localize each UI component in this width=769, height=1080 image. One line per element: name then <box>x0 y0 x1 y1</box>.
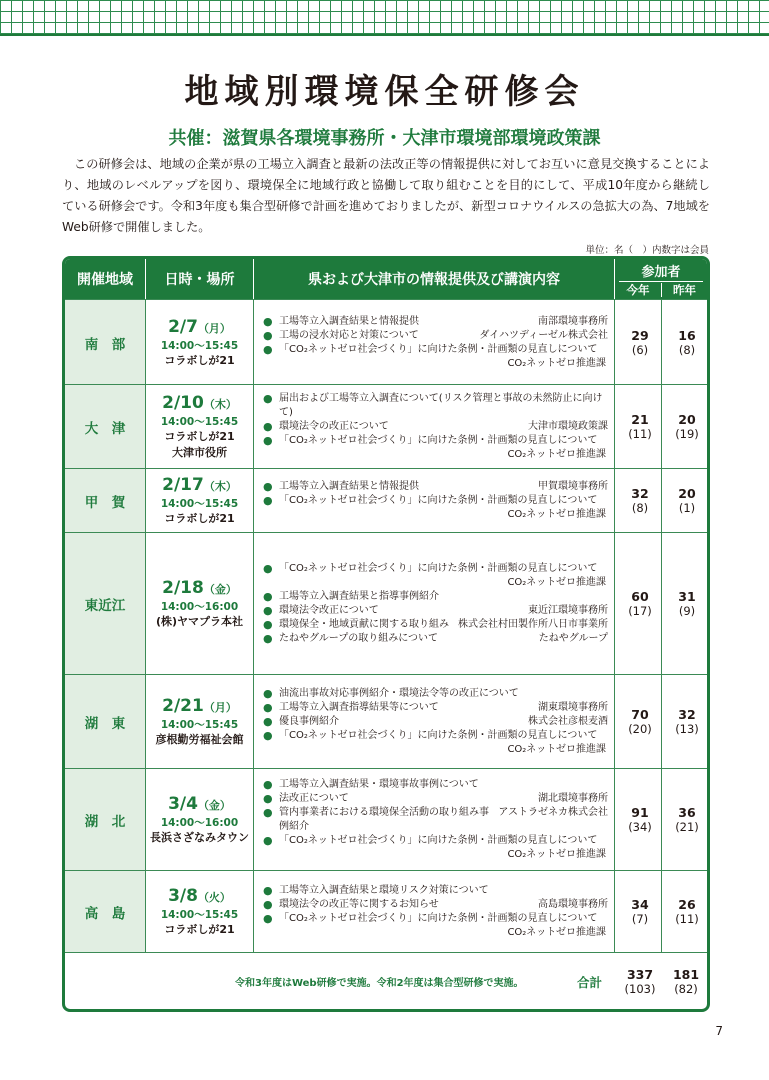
participants-this-year <box>615 385 665 469</box>
item-organization: ダイハツディーゼル株式会社 <box>479 329 608 341</box>
date-line <box>162 475 237 497</box>
date-cell <box>146 385 253 469</box>
list-item <box>263 687 608 701</box>
count: 29 <box>631 327 649 343</box>
item-organization: 湖北環境事務所 <box>538 793 608 804</box>
member-count: (6) <box>631 342 649 357</box>
list-item <box>263 434 608 448</box>
bullet-icon: ● <box>263 328 273 342</box>
member-count: (7) <box>631 912 649 926</box>
day-of-week: （金） <box>197 799 231 812</box>
list-item <box>263 315 608 329</box>
content-list <box>263 769 608 871</box>
column-divider <box>253 675 254 769</box>
item-text: 「CO₂ネットゼロ社会づくり」に向けた条例・計画類の見直しについて <box>279 835 598 846</box>
table-row <box>65 674 707 769</box>
region-cell: 甲 賀 <box>65 469 145 533</box>
item-text: 油流出事故対応事例紹介・環境法令等の改正について <box>279 688 519 699</box>
time-range: 14:00〜15:45 <box>160 416 239 428</box>
table-row <box>65 468 707 533</box>
list-item <box>263 884 608 898</box>
item-text: 工場等立入調査結果と環境リスク対策について <box>279 885 489 896</box>
member-count: (34) <box>628 820 652 834</box>
list-item <box>263 729 608 743</box>
bullet-icon: ● <box>263 912 273 925</box>
item-text: 優良事例紹介 <box>279 716 339 727</box>
item-text: 「CO₂ネットゼロ社会づくり」に向けた条例・計画類の見直しについて <box>279 435 598 446</box>
bullet-icon: ● <box>263 792 273 805</box>
bullet-icon: ● <box>263 715 273 728</box>
item-organization: アストラゼネカ株式会社 <box>498 807 608 818</box>
grid-pattern-header <box>0 0 769 34</box>
time-range: 14:00〜16:00 <box>160 601 239 613</box>
column-divider <box>253 469 254 533</box>
time-range: 14:00〜16:00 <box>160 817 239 829</box>
venue: コラボしが21 <box>164 923 235 936</box>
bullet-icon: ● <box>263 618 273 631</box>
member-count: (17) <box>628 604 652 618</box>
bullet-icon: ● <box>263 314 273 328</box>
table-row <box>65 532 707 675</box>
table-row <box>65 299 707 385</box>
region-cell: 湖 東 <box>65 675 145 769</box>
bullet-icon: ● <box>263 898 273 911</box>
bullet-icon: ● <box>263 480 273 493</box>
date-line <box>162 696 237 718</box>
count: 26 <box>678 897 696 912</box>
day-of-week: （火） <box>197 891 231 904</box>
date-cell <box>146 871 253 953</box>
venue: コラボしが21 <box>164 430 235 443</box>
bullet-icon: ● <box>263 562 273 575</box>
venue: コラボしが21 <box>164 353 235 367</box>
bullet-icon: ● <box>263 778 273 791</box>
item-organization: CO₂ネットゼロ推進課 <box>507 449 606 460</box>
total-this-year-members: (103) <box>624 981 656 996</box>
content-list <box>263 871 608 953</box>
list-item <box>263 632 608 646</box>
total-this-year <box>615 953 665 1010</box>
page-number: 7 <box>715 1024 723 1038</box>
count: 36 <box>678 805 696 820</box>
item-organization: 大津市環境政策課 <box>528 421 608 432</box>
member-count: (8) <box>678 342 696 357</box>
region-cell: 高 島 <box>65 871 145 953</box>
date-cell <box>146 469 253 533</box>
date-line <box>168 794 231 816</box>
count: 31 <box>678 589 696 604</box>
day-of-week: （月） <box>203 701 237 714</box>
participants-this-year <box>615 675 665 769</box>
venue: (株)ヤマプラ本社 <box>155 615 244 628</box>
item-text: 「CO₂ネットゼロ社会づくり」に向けた条例・計画類の見直しについて <box>279 913 598 924</box>
item-text: 環境法令の改正について <box>279 421 389 432</box>
table-row <box>65 768 707 871</box>
list-item <box>263 806 608 834</box>
count: 60 <box>631 589 649 604</box>
item-text: 届出および工場等立入調査について(リスク管理と事故の未然防止に向けて) <box>279 393 603 418</box>
region-cell: 湖 北 <box>65 769 145 871</box>
item-text: 「CO₂ネットゼロ社会づくり」に向けた条例・計画類の見直しについて <box>279 495 598 506</box>
venue: 大津市役所 <box>172 446 227 459</box>
content-list <box>263 675 608 769</box>
day-of-week: （木） <box>203 480 237 493</box>
list-item <box>263 604 608 618</box>
content-list <box>263 385 608 469</box>
item-text: 工場等立入調査結果と情報提供 <box>279 315 419 327</box>
item-text: 「CO₂ネットゼロ社会づくり」に向けた条例・計画類の見直しについて <box>279 730 598 741</box>
item-text: 工場等立入調査指導結果等について <box>279 702 439 713</box>
participants-last-year <box>662 769 710 871</box>
bullet-icon: ● <box>263 632 273 645</box>
item-organization: 東近江環境事務所 <box>528 605 608 616</box>
participants-last-year <box>662 300 710 385</box>
item-organization: 株式会社彦根麦酒 <box>528 716 608 727</box>
time-range: 14:00〜15:45 <box>160 909 239 921</box>
list-item <box>263 480 608 494</box>
count: 21 <box>631 412 649 427</box>
header-rule <box>0 34 769 36</box>
time-range: 14:00〜15:45 <box>160 719 239 731</box>
member-count: (11) <box>675 912 699 926</box>
date-line <box>162 393 237 415</box>
participants-last-year <box>662 385 710 469</box>
page-title: 地域別環境保全研修会 <box>184 72 585 112</box>
item-text: 環境法令の改正等に関するお知らせ <box>279 899 439 910</box>
item-text: 「CO₂ネットゼロ社会づくり」に向けた条例・計画類の見直しについて <box>279 563 598 574</box>
item-organization: 湖東環境事務所 <box>538 702 608 713</box>
participants-this-year <box>615 769 665 871</box>
total-this-year-count: 337 <box>626 966 654 982</box>
count: 20 <box>678 486 696 501</box>
footer-note: 令和3年度はWeb研修で実施。令和2年度は集合型研修で実施。 <box>235 978 524 989</box>
item-organization: CO₂ネットゼロ推進課 <box>507 509 606 520</box>
venue: 長浜さざなみタウン <box>150 831 249 844</box>
bullet-icon: ● <box>263 434 273 447</box>
date-cell <box>146 675 253 769</box>
item-text: 工場等立入調査結果と指導事例紹介 <box>279 591 439 602</box>
count: 32 <box>678 707 696 722</box>
member-count: (19) <box>675 427 699 441</box>
participants-last-year <box>662 871 710 953</box>
item-text: 工場等立入調査結果と情報提供 <box>279 481 419 492</box>
bullet-icon: ● <box>263 420 273 433</box>
content-list <box>263 533 608 675</box>
item-text: 環境法令改正について <box>279 605 379 616</box>
list-item <box>263 590 608 604</box>
intro-paragraph: この研修会は、地域の企業が県の工場立入調査と最新の法改正等の情報提供に対してお互いに意見交換することにより、地域のレベルアップを図り、環境保全に地域行政と協働して取り組むことを目的にして、平成10年度から継続している研修会です。令和3年度も集合型研修で計画を進めておりましたが、新型コロナウイルスの急拡大の為、7地域をWeb研修で開催しました。 <box>62 157 710 234</box>
content-list <box>263 300 608 385</box>
list-item <box>263 618 608 632</box>
total-label: 合計 <box>577 974 603 990</box>
bullet-icon: ● <box>263 729 273 742</box>
member-count: (21) <box>675 820 699 834</box>
item-organization: 甲賀環境事務所 <box>538 481 608 492</box>
list-item <box>263 715 608 729</box>
table-header <box>65 259 707 299</box>
date-cell <box>146 533 253 675</box>
member-count: (1) <box>678 501 696 515</box>
date-cell <box>146 769 253 871</box>
header-participants: 参加者 <box>641 264 681 280</box>
participants-last-year <box>662 469 710 533</box>
list-item <box>263 778 608 792</box>
column-divider <box>253 385 254 469</box>
table-footer-row <box>65 952 707 1010</box>
bullet-icon: ● <box>263 687 273 700</box>
item-text: 管内事業者における環境保全活動の取り組み事例紹介 <box>279 807 489 832</box>
count: 32 <box>631 486 649 501</box>
list-item <box>263 343 608 357</box>
header-date: 日時・場所 <box>164 272 235 288</box>
member-count: (8) <box>631 501 649 515</box>
date-text: 2/17 <box>162 475 204 495</box>
list-item <box>263 912 608 926</box>
item-organization: 株式会社村田製作所八日市事業所 <box>458 619 608 630</box>
bullet-icon: ● <box>263 701 273 714</box>
bullet-icon: ● <box>263 604 273 617</box>
item-organization: CO₂ネットゼロ推進課 <box>507 849 606 860</box>
count: 20 <box>678 412 696 427</box>
member-count: (11) <box>628 427 652 441</box>
day-of-week: （木） <box>203 398 237 411</box>
item-text: 工場の浸水対応と対策について <box>279 329 419 341</box>
list-item <box>263 329 608 343</box>
bullet-icon: ● <box>263 834 273 847</box>
list-item <box>263 834 608 848</box>
seminar-table <box>62 256 710 1012</box>
count: 16 <box>678 327 696 343</box>
header-region: 開催地域 <box>77 272 133 288</box>
content-list <box>263 469 608 533</box>
bullet-icon: ● <box>263 494 273 507</box>
item-organization: たねやグループ <box>538 633 608 644</box>
total-last-year-members: (82) <box>674 981 698 996</box>
date-line <box>162 578 237 600</box>
bullet-icon: ● <box>263 590 273 603</box>
item-organization: CO₂ネットゼロ推進課 <box>507 744 606 755</box>
participants-this-year <box>615 533 665 675</box>
member-count: (13) <box>675 722 699 736</box>
unit-note: 単位：名（ ）内数字は会員 <box>585 245 709 256</box>
date-line <box>168 886 231 908</box>
region-cell: 東近江 <box>65 533 145 675</box>
column-divider <box>253 769 254 871</box>
page-subtitle: 共催：滋賀県各環境事務所・大津市環境部環境政策課 <box>168 128 601 149</box>
column-divider <box>253 871 254 953</box>
date-text: 2/18 <box>162 578 204 598</box>
time-range: 14:00〜15:45 <box>160 498 239 510</box>
list-item <box>263 792 608 806</box>
count: 34 <box>631 897 649 912</box>
list-item <box>263 494 608 508</box>
member-count: (9) <box>678 604 696 618</box>
bullet-icon: ● <box>263 392 273 405</box>
participants-this-year <box>615 469 665 533</box>
item-text: 法改正について <box>279 793 349 804</box>
participants-this-year <box>615 871 665 953</box>
date-text: 2/7 <box>168 316 198 337</box>
item-text: 「CO₂ネットゼロ社会づくり」に向けた条例・計画類の見直しについて <box>279 343 598 355</box>
item-text: 環境保全・地域貢献に関する取り組み <box>279 619 449 630</box>
table-row <box>65 870 707 953</box>
date-line <box>168 317 231 339</box>
region-cell: 大 津 <box>65 385 145 469</box>
list-item <box>263 392 608 420</box>
item-organization: CO₂ネットゼロ推進課 <box>507 577 606 588</box>
participants-this-year <box>615 300 665 385</box>
list-item <box>263 701 608 715</box>
day-of-week: （月） <box>197 321 231 335</box>
date-text: 3/8 <box>168 886 198 906</box>
bullet-icon: ● <box>263 884 273 897</box>
table-row <box>65 384 707 469</box>
item-organization: CO₂ネットゼロ推進課 <box>507 357 606 369</box>
venue: コラボしが21 <box>164 512 235 525</box>
participants-last-year <box>662 675 710 769</box>
bullet-icon: ● <box>263 806 273 819</box>
date-text: 3/4 <box>168 794 198 814</box>
date-text: 2/21 <box>162 696 204 716</box>
date-text: 2/10 <box>162 393 204 413</box>
total-last-year <box>661 953 710 1010</box>
participants-last-year <box>662 533 710 675</box>
header-last-year: 昨年 <box>673 283 696 297</box>
list-item <box>263 562 608 576</box>
region-cell: 南 部 <box>65 300 145 385</box>
date-cell <box>146 300 253 385</box>
column-divider <box>253 533 254 675</box>
day-of-week: （金） <box>203 583 237 596</box>
header-this-year: 今年 <box>626 283 650 297</box>
time-range: 14:00〜15:45 <box>160 339 239 352</box>
bullet-icon: ● <box>263 342 273 356</box>
total-last-year-count: 181 <box>672 966 700 982</box>
count: 70 <box>631 707 649 722</box>
item-organization: 南部環境事務所 <box>538 315 608 327</box>
column-divider <box>253 300 254 385</box>
member-count: (20) <box>628 722 652 736</box>
item-organization: CO₂ネットゼロ推進課 <box>507 927 606 938</box>
item-text: 工場等立入調査結果・環境事故事例について <box>279 779 479 790</box>
count: 91 <box>631 805 649 820</box>
venue: 彦根勤労福祉会館 <box>155 733 244 746</box>
list-item <box>263 898 608 912</box>
item-text: たねやグループの取り組みについて <box>279 633 438 644</box>
item-organization: 高島環境事務所 <box>538 899 608 910</box>
header-content: 県および大津市の情報提供及び講演内容 <box>308 272 560 288</box>
list-item <box>263 420 608 434</box>
